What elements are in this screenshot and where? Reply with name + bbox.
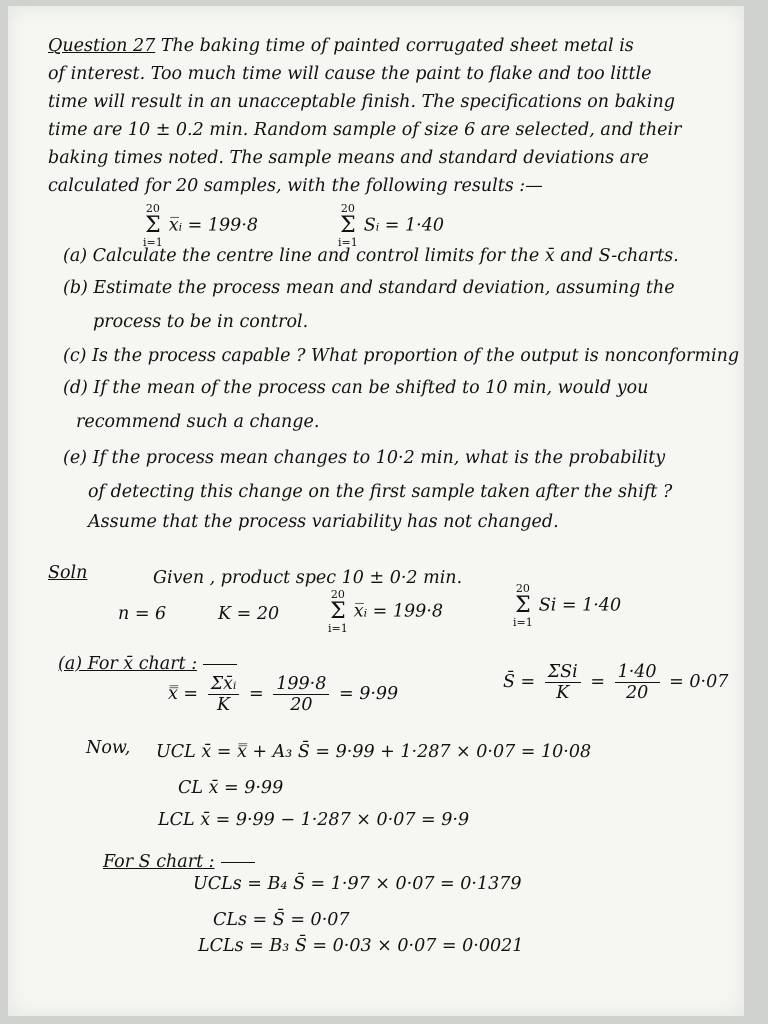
fraction: $\frac{199\cdot 8}{20}$ bbox=[273, 674, 329, 715]
lcl-s: LCLs = B₃ S̄ = 0·03 × 0·07 = 0·0021 bbox=[198, 936, 524, 956]
sum-s-given: 20 Σ i=1 Sᵢ = 1·40 bbox=[338, 202, 444, 249]
sample-size: n = 6 bbox=[118, 604, 167, 624]
question-line-2: of interest. Too much time will cause the paint to flake and too little bbox=[48, 64, 652, 84]
solution-label: Soln bbox=[48, 563, 88, 583]
ucl-xbar: UCL x̄ = x̿ + A₃ S̄ = 9·99 + 1·287 × 0·07 = 10·08 bbox=[156, 742, 592, 762]
s-chart-heading: For S chart : bbox=[103, 852, 255, 872]
notebook-page bbox=[8, 6, 744, 1016]
cl-s: CLs = S̄ = 0·07 bbox=[213, 910, 350, 930]
question-line-3: time will result in an unacceptable finish. The specifications on baking bbox=[48, 92, 675, 112]
question-line-4: time are 10 ± 0.2 min. Random sample of size 6 are selected, and their bbox=[48, 120, 682, 140]
sum-xbar-given: 20 Σ i=1 x̅ᵢ = 199·8 bbox=[143, 202, 259, 249]
part-a: (a) Calculate the centre line and control limits for the x̄ and S-charts. bbox=[63, 246, 679, 266]
mean-sd-formula: S̄ = $\frac{\text{ΣSi}}{K}$ = $\frac{1\cdot 40}{20}$ = 0·07 bbox=[503, 662, 729, 703]
fraction: $\frac{\text{Σx̄ᵢ}}{K}$ bbox=[208, 674, 240, 715]
xbar-chart-heading: (a) For x̄ chart : bbox=[58, 654, 237, 674]
part-d: (d) If the mean of the process can be shifted to 10 min, would you bbox=[63, 378, 649, 398]
given-spec: Given , product spec 10 ± 0·2 min. bbox=[153, 568, 463, 588]
fraction: $\frac{1\cdot 40}{20}$ bbox=[615, 662, 660, 703]
cl-xbar: CL x̄ = 9·99 bbox=[178, 778, 284, 798]
part-e-cont: of detecting this change on the first sample taken after the shift ? bbox=[88, 482, 673, 502]
lcl-xbar: LCL x̄ = 9·99 − 1·287 × 0·07 = 9·9 bbox=[158, 810, 470, 830]
sum-s: 20 Σ i=1 Si = 1·40 bbox=[513, 582, 622, 629]
ucl-s: UCLs = B₄ S̄ = 1·97 × 0·07 = 0·1379 bbox=[193, 874, 522, 894]
part-b: (b) Estimate the process mean and standard deviation, assuming the bbox=[63, 278, 675, 298]
part-d-cont: recommend such a change. bbox=[76, 412, 320, 432]
summation-symbol: 20 Σ i=1 bbox=[143, 202, 163, 249]
summation-symbol: 20 Σ i=1 bbox=[328, 588, 348, 635]
question-text-line: The baking time of painted corrugated sheet metal is bbox=[160, 36, 634, 56]
part-e: (e) If the process mean changes to 10·2 min, what is the probability bbox=[63, 448, 666, 468]
now-label: Now, bbox=[86, 738, 131, 758]
part-c: (c) Is the process capable ? What proportion of the output is nonconforming bbox=[63, 346, 740, 366]
summation-symbol: 20 Σ i=1 bbox=[513, 582, 533, 629]
question-line-6: calculated for 20 samples, with the following results :— bbox=[48, 176, 543, 196]
sample-count: K = 20 bbox=[218, 604, 280, 624]
question-line-1 bbox=[48, 36, 634, 56]
fraction: $\frac{\text{ΣSi}}{K}$ bbox=[545, 662, 581, 703]
part-e-assume: Assume that the process variability has not changed. bbox=[88, 512, 559, 532]
question-label: Question 27 bbox=[48, 36, 156, 56]
summation-symbol: 20 Σ i=1 bbox=[338, 202, 358, 249]
grand-mean-formula: x̿ = $\frac{\text{Σx̄ᵢ}}{K}$ = $\frac{199\cdot 8}{20}$ = 9·99 bbox=[168, 674, 399, 715]
part-b-cont: process to be in control. bbox=[93, 312, 309, 332]
question-line-5: baking times noted. The sample means and standard deviations are bbox=[48, 148, 649, 168]
sum-xbar: 20 Σ i=1 x̅ᵢ = 199·8 bbox=[328, 588, 444, 635]
